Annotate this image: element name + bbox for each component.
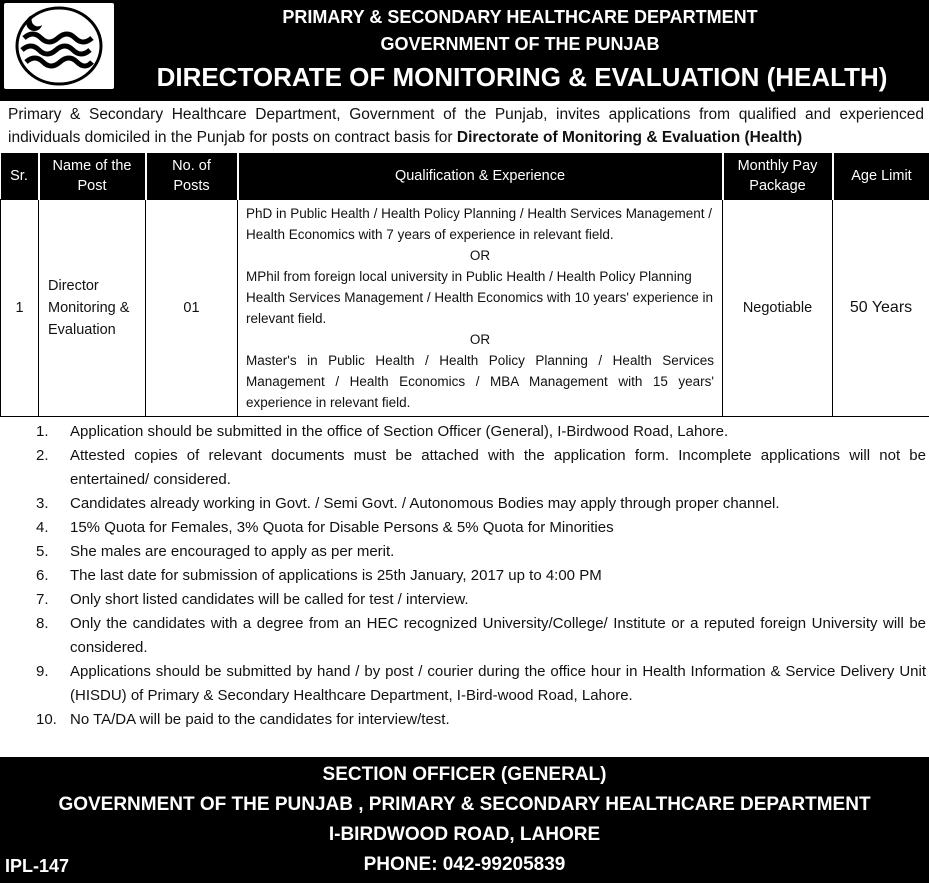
- conditions-list: [36, 420, 926, 732]
- item-number: 8.: [36, 614, 49, 632]
- list-item: [36, 492, 926, 516]
- item-text: Attested copies of relevant documents must be attached with the application form. Incomplete applications will not be entertained/ considered.: [70, 446, 926, 488]
- col-qualification: Qualification & Experience: [238, 153, 723, 199]
- ad-reference: IPL-147: [5, 856, 70, 876]
- col-post: Name of the Post: [39, 153, 146, 199]
- list-item: [36, 540, 926, 564]
- punjab-government-logo: [4, 3, 114, 89]
- item-text: Applications should be submitted by hand / by post / courier during the office hour in Health Information & Service Delivery Unit (HISDU) of Primary & Secondary Healthcare Department, I-Bird-wood Road, Lahore.: [70, 662, 926, 704]
- footer-department: GOVERNMENT OF THE PUNJAB , PRIMARY & SECONDARY HEALTHCARE DEPARTMENT: [58, 794, 871, 815]
- posts-table: [0, 153, 929, 417]
- table-row: [1, 199, 929, 416]
- item-text: Application should be submitted in the office of Section Officer (General), I-Birdwood Road, Lahore.: [70, 422, 729, 440]
- qualification-phd: PhD in Public Health / Health Policy Planning / Health Services Management / Health Economics with 7 years of experience in relevant field.: [246, 205, 712, 242]
- item-number: 3.: [36, 494, 49, 512]
- list-item: [36, 444, 926, 492]
- table-header-row: [1, 153, 929, 199]
- cell-age: 50 Years: [833, 199, 929, 416]
- list-item: [36, 612, 926, 660]
- item-text: She males are encouraged to apply as per merit.: [70, 542, 395, 560]
- intro-text: Primary & Secondary Healthcare Department, Government of the Punjab, invites applications from qualified and experienced individuals domiciled in the Punjab for posts on contract basis for: [8, 106, 924, 146]
- col-posts: No. of Posts: [146, 153, 238, 199]
- list-item: [36, 660, 926, 708]
- intro-bold: Directorate of Monitoring & Evaluation (Health): [456, 129, 803, 146]
- item-text: 15% Quota for Females, 3% Quota for Disable Persons & 5% Quota for Minorities: [70, 518, 614, 536]
- item-text: The last date for submission of applications is 25th January, 2017 up to 4:00 PM: [70, 566, 602, 584]
- item-text: No TA/DA will be paid to the candidates for interview/test.: [70, 710, 450, 728]
- department-heading: PRIMARY & SECONDARY HEALTHCARE DEPARTMENT: [282, 7, 758, 27]
- footer-office: SECTION OFFICER (GENERAL): [322, 764, 607, 785]
- item-number: 4.: [36, 518, 49, 536]
- item-text: Only the candidates with a degree from an HEC recognized University/College/ Institute or a reputed foreign University will be considered.: [70, 614, 926, 656]
- or-separator: OR: [469, 331, 491, 347]
- page-title: DIRECTORATE OF MONITORING & EVALUATION (HEALTH): [156, 62, 888, 92]
- government-heading: GOVERNMENT OF THE PUNJAB: [380, 34, 660, 54]
- list-item: [36, 588, 926, 612]
- item-number: 7.: [36, 590, 49, 608]
- cell-pay: Negotiable: [723, 199, 833, 416]
- or-separator: OR: [469, 247, 491, 263]
- cell-posts: 01: [146, 199, 238, 416]
- col-pay: Monthly Pay Package: [723, 153, 833, 199]
- item-number: 6.: [36, 566, 49, 584]
- item-text: Candidates already working in Govt. / Semi Govt. / Autonomous Bodies may apply through proper channel.: [70, 494, 780, 512]
- header-banner: [0, 0, 929, 101]
- list-item: [36, 708, 926, 732]
- footer-address: I-BIRDWOOD ROAD, LAHORE: [328, 824, 601, 845]
- cell-post: Director Monitoring & Evaluation: [39, 199, 146, 416]
- qualification-mphil: MPhil from foreign local university in Public Health / Health Policy Planning Health Services Management / Health Economics with 10 years' experience in relevant field.: [246, 268, 714, 326]
- col-age: Age Limit: [833, 153, 929, 199]
- footer-banner: [0, 757, 929, 883]
- list-item: [36, 564, 926, 588]
- col-sr: Sr.: [1, 153, 39, 199]
- body-content: [0, 103, 929, 732]
- item-number: 10.: [36, 710, 57, 728]
- item-number: 2.: [36, 446, 49, 464]
- intro-paragraph: [8, 103, 924, 149]
- list-item: [36, 516, 926, 540]
- qualification-masters: Master's in Public Health / Health Policy Planning / Health Services Management / Health Economics / MBA Management with 15 years' experience in relevant field.: [246, 352, 714, 410]
- item-number: 5.: [36, 542, 49, 560]
- item-number: 9.: [36, 662, 49, 680]
- footer-phone: PHONE: 042-99205839: [363, 854, 566, 875]
- cell-qualification: [238, 199, 723, 416]
- item-text: Only short listed candidates will be called for test / interview.: [70, 590, 469, 608]
- cell-sr: 1: [1, 199, 39, 416]
- item-number: 1.: [36, 422, 49, 440]
- list-item: [36, 420, 926, 444]
